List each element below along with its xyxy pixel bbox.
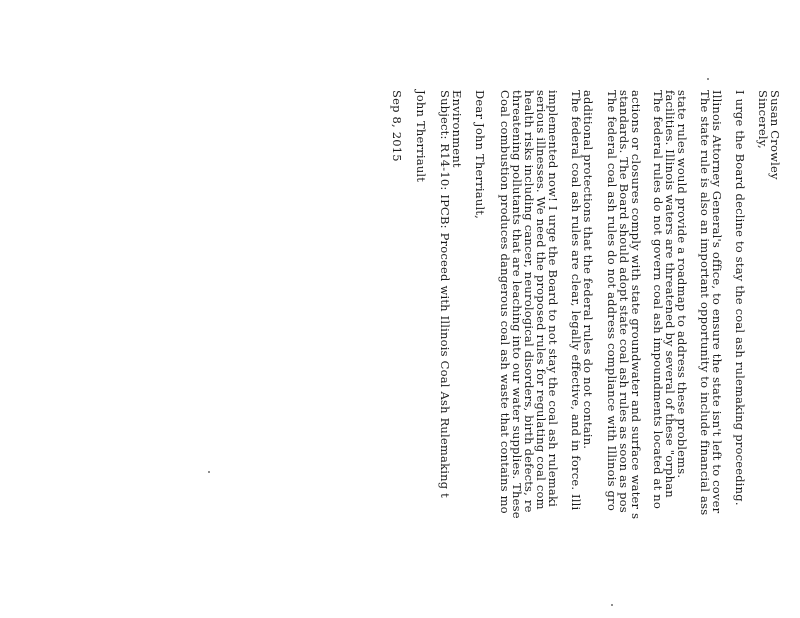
- paragraph-3-line: actions or closures comply with state groundwater and surface water s: [629, 90, 643, 520]
- recipient-name: John Therriault: [414, 90, 428, 183]
- paragraph-3-line: standards. The Board should adopt state coal ash rules as soon as pos: [617, 90, 631, 513]
- paragraph-2-line: The federal coal ash rules are clear, legally effective, and in force. Illi: [569, 90, 583, 511]
- closing-request: I urge the Board decline to stay the coal ash rulemaking proceeding.: [733, 90, 747, 506]
- paragraph-1-line: threatening pollutants that are leaching into our water supplies. These: [510, 90, 524, 519]
- paragraph-1-line: serious illnesses. We need the proposed rules for regulating coal com: [534, 90, 548, 510]
- paragraph-5-line: The state rule is also an important opportunity to include financial ass: [698, 90, 712, 516]
- signoff: Sincerely,: [756, 90, 770, 149]
- scan-speck: [208, 471, 210, 473]
- paragraph-1-line: health risks including cancer, neurological disorders, birth defects, re: [522, 90, 536, 513]
- paragraph-1-line: implemented now! I urge the Board to not stay the coal ash rulemaki: [546, 90, 560, 507]
- letter-date: Sep 8, 2015: [390, 90, 404, 162]
- subject-line-continued: Environment: [450, 90, 464, 168]
- paragraph-1-line: Coal combustion produces dangerous coal ash waste that contains mo: [498, 90, 512, 514]
- paragraph-3-line: The federal coal ash rules do not address compliance with Illinois gro: [605, 90, 619, 511]
- paragraph-5-line: Illinois Attorney General's office, to ensure the state isn't left to cover: [710, 90, 724, 514]
- paragraph-4-line: facilities. Illinois waters are threatened by several of these "orphan: [663, 90, 677, 498]
- signer-name: Susan Crowley: [768, 90, 782, 180]
- rotated-letter: [390, 90, 782, 560]
- letter-body: [390, 90, 782, 560]
- paragraph-4-line: The federal rules do not govern coal ash impoundments located at no: [651, 90, 665, 510]
- scan-speck: [707, 78, 709, 80]
- paragraph-2-line: additional protections that the federal rules do not contain.: [581, 90, 595, 450]
- salutation: Dear John Therriault,: [473, 90, 487, 220]
- paragraph-4-line: state rules would provide a roadmap to address these problems.: [675, 90, 689, 479]
- subject-line: Subject: R14-10: IPCB: Proceed with Illinois Coal Ash Rulemaking t: [438, 90, 452, 498]
- scan-speck: [611, 604, 613, 606]
